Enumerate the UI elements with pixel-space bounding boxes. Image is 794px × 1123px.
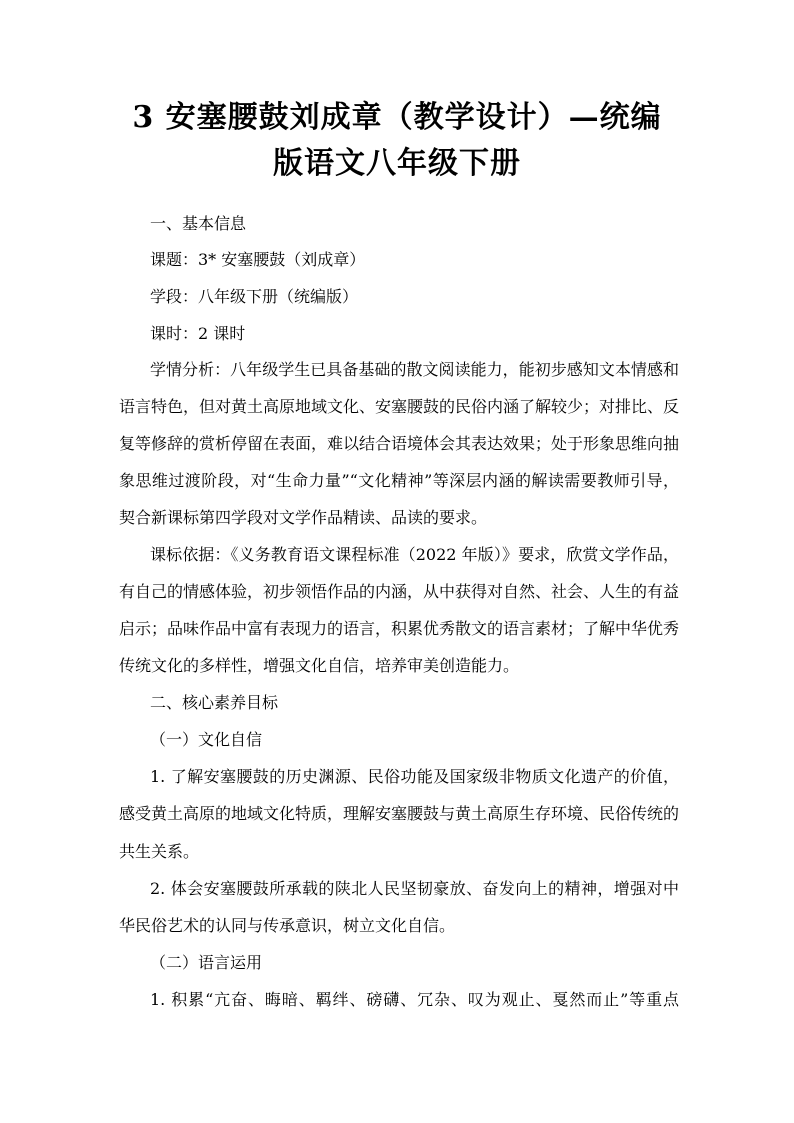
document-title-line-2: 版语文八年级下册: [273, 146, 521, 181]
paragraph-line: 感受黄土高原的地域文化特质，理解安塞腰鼓与黄土高原生存环境、民俗传统的: [119, 804, 679, 823]
paragraph-line: 契合新课标第四学段对文学作品精读、品读的要求。: [119, 508, 488, 527]
paragraph-line: 2. 体会安塞腰鼓所承载的陕北人民坚韧豪放、奋发向上的精神，增强对中: [150, 879, 679, 898]
section-heading-core-goals: 二、核心素养目标: [150, 693, 279, 712]
info-periods: 课时：2 课时: [150, 324, 246, 343]
paragraph-line: 启示；品味作品中富有表现力的语言，积累优秀散文的语言素材；了解中华优秀: [119, 619, 679, 638]
paragraph-line: 传统文化的多样性，增强文化自信，培养审美创造能力。: [119, 656, 520, 675]
paragraph-line: 华民俗艺术的认同与传承意识，树立文化自信。: [119, 916, 456, 935]
subsection-heading-cultural-confidence: （一）文化自信: [150, 730, 263, 749]
document-title-line-1: 3 安塞腰鼓刘成章（教学设计）—统编: [132, 100, 662, 135]
info-topic: 课题：3* 安塞腰鼓（刘成章）: [150, 250, 366, 269]
paragraph-line: 象思维过渡阶段，对“生命力量”“文化精神”等深层内涵的解读需要教师引导，: [119, 471, 679, 490]
paragraph-line: 共生关系。: [119, 842, 200, 861]
info-grade: 学段：八年级下册（统编版）: [150, 287, 359, 306]
paragraph-line: 语言特色，但对黄土高原地域文化、安塞腰鼓的民俗内涵了解较少；对排比、反: [119, 397, 679, 416]
paragraph-line: 学情分析：八年级学生已具备基础的散文阅读能力，能初步感知文本情感和: [150, 360, 679, 379]
subsection-heading-language-use: （二）语言运用: [150, 953, 263, 972]
paragraph-line: 有自己的情感体验，初步领悟作品的内涵，从中获得对自然、社会、人生的有益: [119, 582, 679, 601]
paragraph-line: 1. 积累“亢奋、晦暗、羁绊、磅礴、冗杂、叹为观止、戛然而止”等重点: [150, 990, 679, 1009]
section-heading-basic-info: 一、基本信息: [150, 214, 247, 233]
paragraph-line: 课标依据：《义务教育语文课程标准（2022 年版）》要求，欣赏文学作品，: [150, 545, 679, 564]
paragraph-line: 1. 了解安塞腰鼓的历史渊源、民俗功能及国家级非物质文化遗产的价值，: [150, 767, 679, 786]
paragraph-line: 复等修辞的赏析停留在表面，难以结合语境体会其表达效果；处于形象思维向抽: [119, 434, 679, 453]
